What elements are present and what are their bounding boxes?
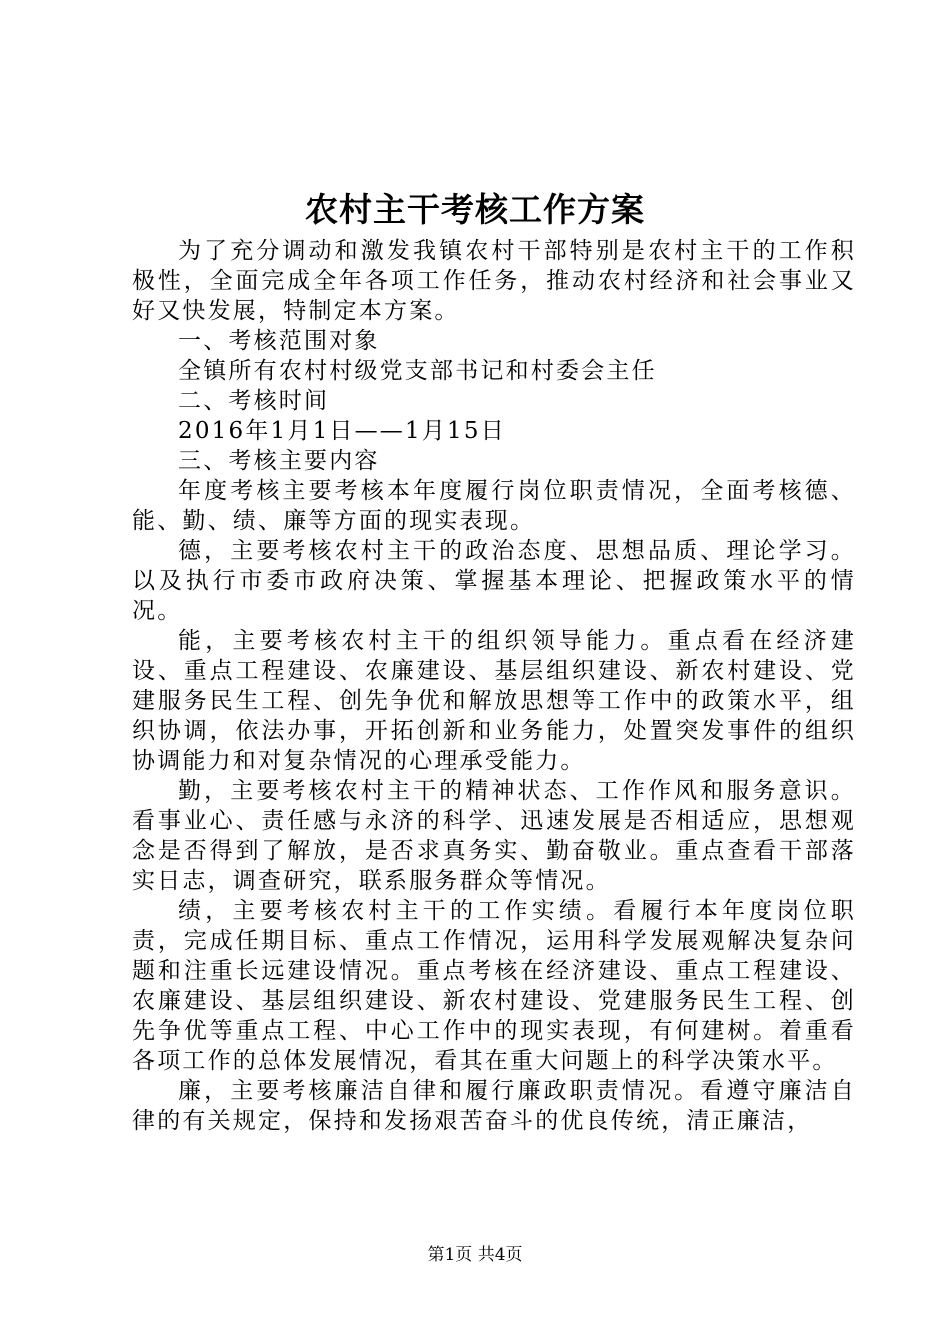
paragraph-qin: 勤，主要考核农村主干的精神状态、工作作风和服务意识。看事业心、责任感与永济的科学、迅速发展是否相适应，思想观念是否得到了解放，是否求真务实、勤奋敬业。重点查看干部落实日志，调查研究，联系服务群众等情况。 (132, 778, 856, 894)
heading-content: 三、考核主要内容 (178, 448, 380, 474)
page-number-footer: 第1页 共4页 (427, 1245, 523, 1265)
paragraph-time: 2016年1月1日——1月15日 (178, 418, 506, 444)
heading-time: 二、考核时间 (178, 388, 330, 414)
paragraph-ji: 绩，主要考核农村主干的工作实绩。看履行本年度岗位职责，完成任期目标、重点工作情况，运用科学发展观解决复杂问题和注重长远建设情况。重点考核在经济建设、重点工程建设、农廉建设、基层组织建设、新农村建设、党建服务民生工程、创先争优等重点工程、中心工作中的现实表现，有何建树。着重看各项工作的总体发展情况，看其在重大问题上的科学决策水平。 (132, 898, 856, 1074)
paragraph-neng: 能，主要考核农村主干的组织领导能力。重点看在经济建设、重点工程建设、农廉建设、基层组织建设、新农村建设、党建服务民生工程、创先争优和解放思想等工作中的政策水平，组织协调，依法办事，开拓创新和业务能力，处置突发事件的组织协调能力和对复杂情况的心理承受能力。 (132, 628, 856, 774)
paragraph-lian: 廉，主要考核廉洁自律和履行廉政职责情况。看遵守廉洁自律的有关规定，保持和发扬艰苦奋斗的优良传统，清正廉洁， (132, 1078, 856, 1134)
paragraph-scope: 全镇所有农村村级党支部书记和村委会主任 (178, 358, 657, 384)
heading-scope: 一、考核范围对象 (178, 328, 380, 354)
paragraph-intro: 为了充分调动和激发我镇农村干部特别是农村主干的工作积极性，全面完成全年各项工作任务，推动农村经济和社会事业又好又快发展，特制定本方案。 (132, 238, 856, 324)
document-title: 农村主干考核工作方案 (305, 190, 645, 229)
paragraph-annual: 年度考核主要考核本年度履行岗位职责情况，全面考核德、能、勤、绩、廉等方面的现实表现。 (132, 478, 856, 534)
document-body (132, 236, 856, 1136)
paragraph-de: 德，主要考核农村主干的政治态度、思想品质、理论学习。以及执行市委市政府决策、掌握基本理论、把握政策水平的情况。 (132, 538, 856, 624)
